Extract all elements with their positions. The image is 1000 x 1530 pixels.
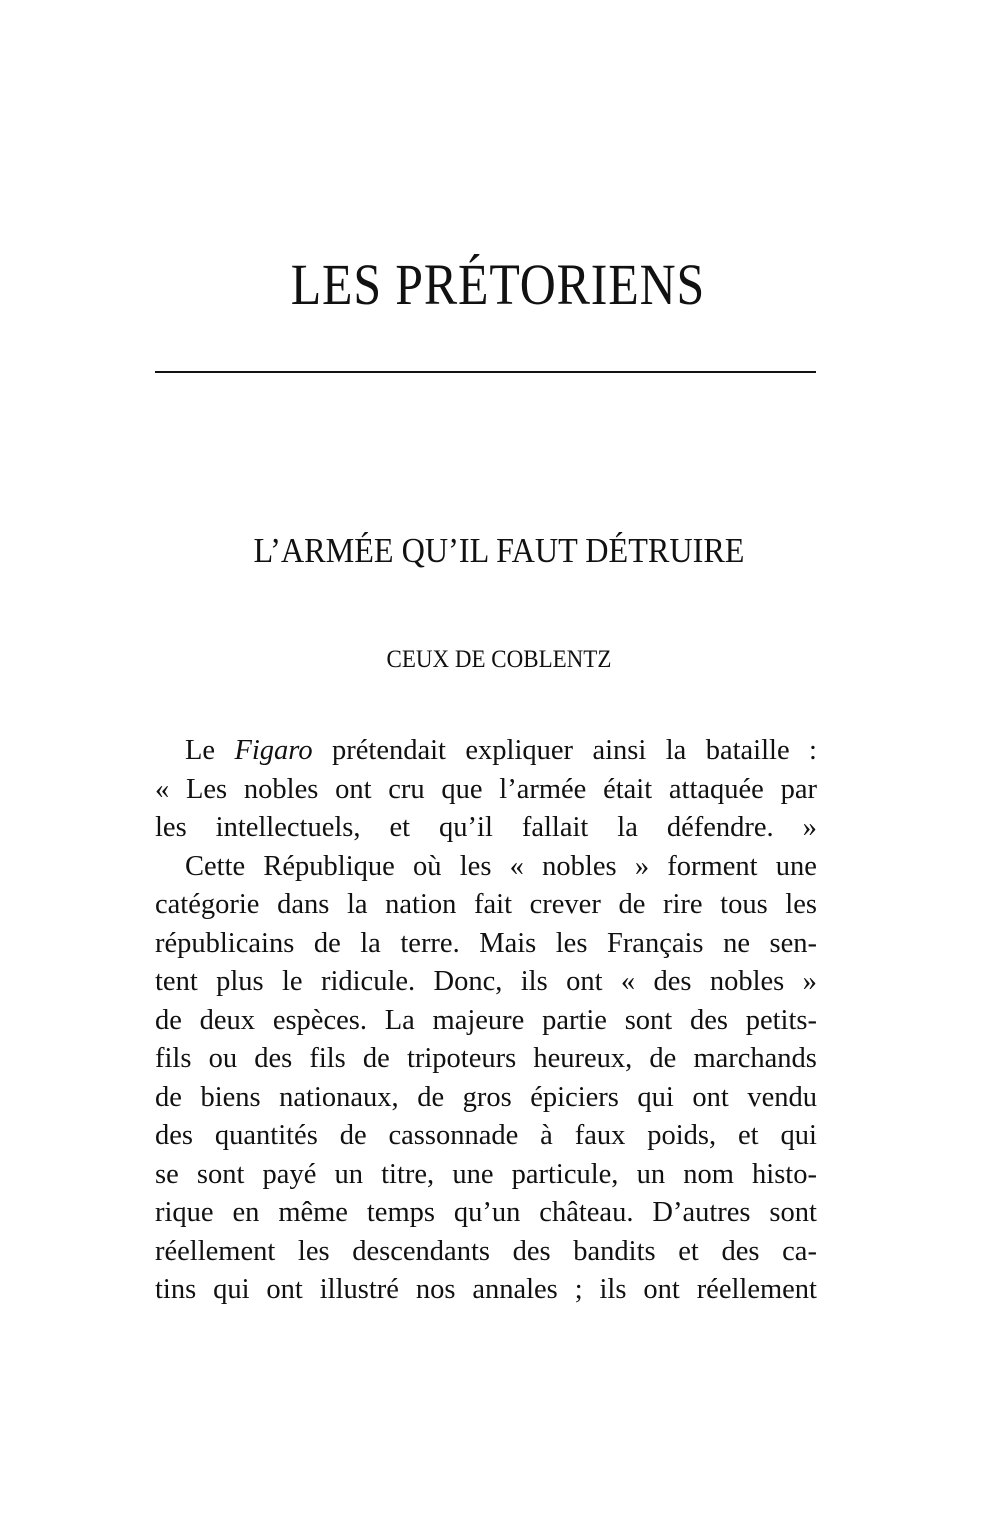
word: un	[636, 1158, 666, 1190]
word: plus	[216, 966, 264, 997]
word: une	[775, 850, 817, 882]
word: ou	[208, 1043, 238, 1074]
text-line	[155, 1271, 817, 1310]
word: était	[603, 773, 653, 805]
word: annales	[472, 1274, 558, 1305]
word: payé	[262, 1158, 317, 1190]
text-line	[155, 963, 817, 1002]
word: ont	[566, 966, 603, 997]
word: ont	[643, 1274, 680, 1305]
word: «	[155, 773, 170, 805]
word: nobles	[243, 773, 319, 805]
word: ne	[723, 927, 750, 959]
word: des	[721, 1235, 760, 1267]
word: la	[665, 735, 687, 766]
word: terre.	[400, 927, 460, 959]
word: et	[678, 1235, 699, 1267]
word: attaquée	[668, 773, 764, 805]
word: fallait	[521, 812, 589, 843]
word: intellectuels,	[215, 812, 361, 843]
word: où	[413, 850, 442, 882]
word: ;	[574, 1274, 583, 1305]
word: tripoteurs	[406, 1043, 517, 1074]
word: l’armée	[499, 773, 587, 805]
word: descendants	[352, 1235, 490, 1267]
text-line	[155, 809, 817, 848]
word: républicains	[155, 927, 295, 959]
word: de	[649, 1043, 677, 1074]
word: en	[232, 1197, 260, 1228]
word: biens	[200, 1081, 261, 1113]
word: la	[617, 812, 638, 843]
word: qui	[637, 1081, 674, 1113]
word: expliquer	[465, 735, 574, 766]
word: heureux,	[533, 1043, 633, 1074]
word: une	[452, 1158, 494, 1190]
word: catégorie	[155, 889, 260, 920]
word: réellement	[155, 1235, 276, 1267]
word: de	[313, 927, 341, 959]
word: réellement	[696, 1274, 817, 1305]
word: des	[653, 966, 692, 997]
word: de	[155, 1081, 182, 1113]
word: ils	[520, 966, 548, 997]
word: Mais	[479, 927, 537, 959]
word: République	[263, 850, 395, 882]
word: de	[618, 889, 646, 920]
text-line	[155, 848, 817, 887]
word: et	[738, 1120, 759, 1151]
text-line	[155, 1156, 817, 1195]
word: nobles	[709, 966, 785, 997]
word: qu’un	[453, 1197, 521, 1228]
text-line	[155, 771, 817, 810]
word: les	[155, 812, 187, 843]
word: des	[512, 1235, 551, 1267]
word: par	[780, 773, 817, 805]
word: fils	[309, 1043, 346, 1074]
word: tous	[720, 889, 768, 920]
word: faux	[574, 1120, 626, 1151]
word: fait	[474, 889, 512, 920]
word: ils	[599, 1274, 627, 1305]
word: Cette	[185, 850, 246, 882]
word: sont	[624, 1004, 673, 1036]
word: nobles	[542, 850, 617, 882]
word: ont	[692, 1081, 729, 1113]
word: Français	[606, 927, 704, 959]
word: crever	[529, 889, 601, 920]
word: poids,	[647, 1120, 717, 1151]
word: Les	[186, 773, 228, 805]
text-line	[155, 1194, 817, 1233]
word: «	[620, 966, 636, 997]
word: cassonnade	[388, 1120, 519, 1151]
text-line	[155, 1079, 817, 1118]
word: prétendait	[332, 735, 446, 766]
word: ridicule.	[320, 966, 416, 997]
word: La	[384, 1004, 415, 1036]
word: D’autres	[652, 1197, 751, 1228]
word: dans	[277, 889, 330, 920]
word: les	[459, 850, 492, 882]
word: Figaro	[234, 735, 313, 766]
word: qu’il	[439, 812, 493, 843]
word: »	[802, 966, 817, 997]
word: qui	[780, 1120, 817, 1151]
word: des	[155, 1120, 193, 1151]
word: :	[809, 735, 817, 766]
text-line	[155, 925, 817, 964]
text-line	[155, 1233, 817, 1272]
word: bataille	[705, 735, 790, 766]
word: ca-	[782, 1235, 817, 1267]
word: sen-	[769, 927, 817, 959]
word: illustré	[319, 1274, 399, 1305]
body-text	[155, 732, 817, 1310]
word: vendu	[747, 1081, 817, 1113]
word: la	[346, 889, 368, 920]
word: «	[509, 850, 524, 882]
word: tent	[155, 966, 198, 997]
word: ont	[266, 1274, 303, 1305]
word: rique	[155, 1197, 214, 1228]
word: ont	[335, 773, 372, 805]
word: histo-	[752, 1158, 817, 1190]
word: majeure	[432, 1004, 525, 1036]
word: nom	[683, 1158, 734, 1190]
word: sont	[769, 1197, 817, 1228]
word: marchands	[693, 1043, 817, 1074]
word: qui	[213, 1274, 250, 1305]
word: les	[555, 927, 588, 959]
word: de	[417, 1081, 445, 1113]
word: la	[360, 927, 381, 959]
word: épiciers	[530, 1081, 619, 1113]
word: nationaux,	[279, 1081, 399, 1113]
word: forment	[667, 850, 758, 882]
word: le	[282, 966, 303, 997]
word: »	[802, 812, 817, 843]
word: espèces.	[272, 1004, 367, 1036]
section-title: CEUX DE COBLENTZ	[386, 646, 612, 673]
chapter-title: L’ARMÉE QU’IL FAUT DÉTRUIRE	[253, 531, 745, 570]
word: gros	[462, 1081, 512, 1113]
word: deux	[199, 1004, 256, 1036]
word: Donc,	[433, 966, 503, 997]
word: Le	[185, 735, 216, 766]
word: à	[540, 1120, 553, 1151]
word: titre,	[381, 1158, 435, 1190]
word: de	[362, 1043, 390, 1074]
word: les	[297, 1235, 330, 1267]
word: même	[278, 1197, 348, 1228]
text-line	[155, 1040, 817, 1079]
word: des	[254, 1043, 293, 1074]
word: château.	[539, 1197, 634, 1228]
word: ainsi	[592, 735, 647, 766]
word: tins	[155, 1274, 197, 1305]
word: de	[339, 1120, 367, 1151]
text-line	[155, 732, 817, 771]
word: fils	[155, 1043, 192, 1074]
word: temps	[366, 1197, 435, 1228]
word: nation	[385, 889, 457, 920]
word: petits-	[745, 1004, 817, 1036]
word: rire	[662, 889, 703, 920]
word: des	[689, 1004, 728, 1036]
word: un	[334, 1158, 363, 1190]
word: quantités	[214, 1120, 318, 1151]
word: que	[441, 773, 483, 805]
word: partie	[542, 1004, 607, 1036]
word: bandits	[573, 1235, 656, 1267]
word: les	[785, 889, 817, 920]
word: particule,	[511, 1158, 619, 1190]
word: et	[389, 812, 411, 843]
text-line	[155, 1002, 817, 1041]
text-line	[155, 1117, 817, 1156]
word: »	[634, 850, 650, 882]
word: sont	[196, 1158, 245, 1190]
word: de	[155, 1004, 182, 1036]
word: défendre.	[666, 812, 774, 843]
page-title: LES PRÉTORIENS	[290, 252, 706, 317]
text-line	[155, 886, 817, 925]
word: nos	[415, 1274, 456, 1305]
word: cru	[388, 773, 425, 805]
word: se	[155, 1158, 179, 1190]
title-rule	[155, 371, 816, 373]
